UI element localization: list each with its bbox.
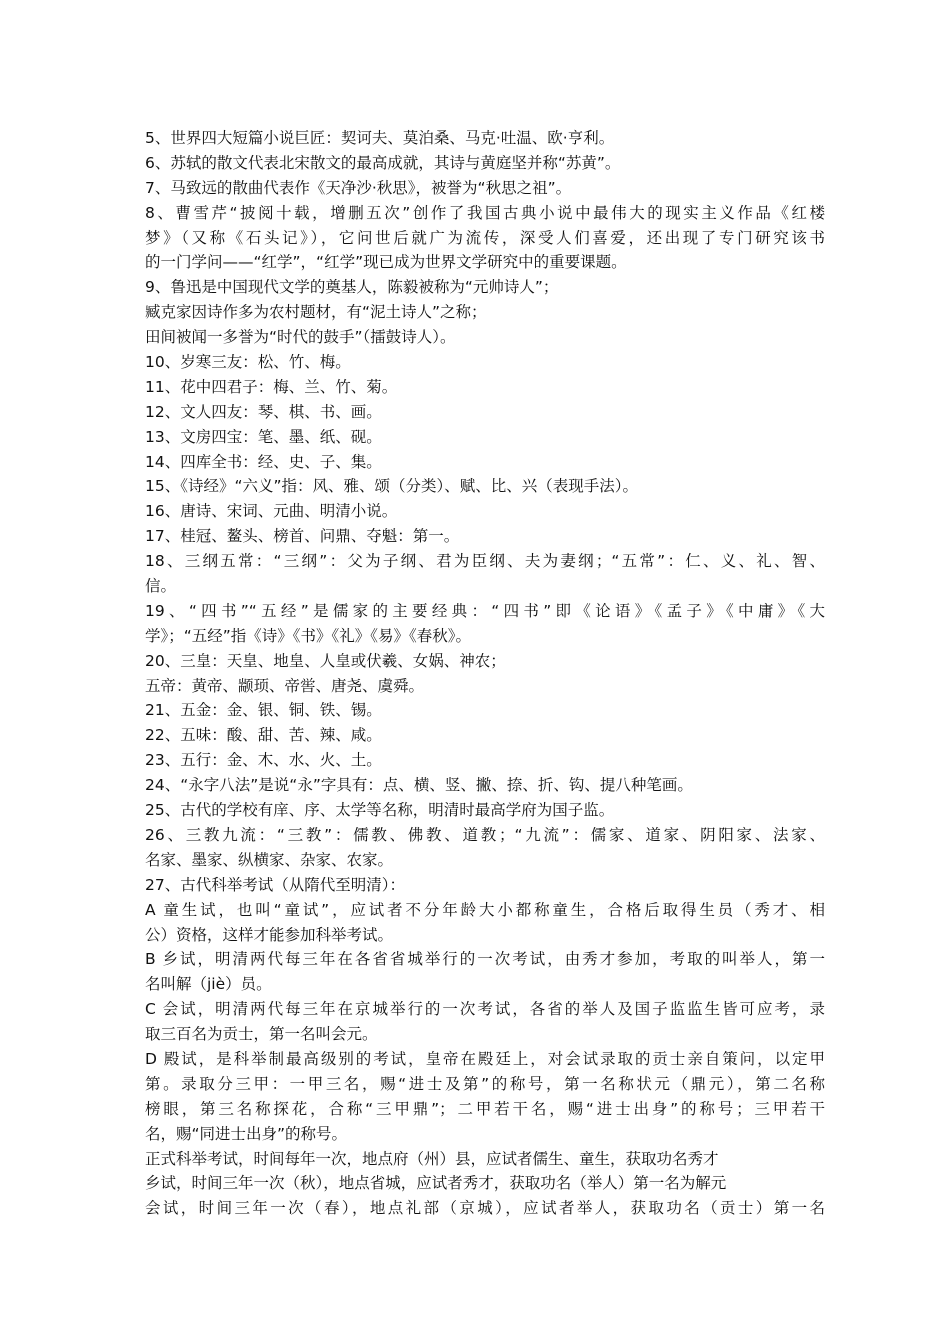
text-line: 乡试，时间三年一次（秋），地点省城，应试者秀才，获取功名（举人）第一名为解元 (145, 1174, 727, 1193)
text-line: 16、唐诗、宋词、元曲、明清小说。 (145, 502, 398, 521)
text-line: 名，赐“同进士出身”的称号。 (145, 1124, 348, 1143)
text-line: 26、三教九流：“三教”：儒教、佛教、道教；“九流”：儒家、道家、阴阳家、法家、 (145, 825, 825, 844)
text-line: D 殿试，是科举制最高级别的考试，皇帝在殿廷上，对会试录取的贡士亲自策问，以定甲 (145, 1049, 825, 1068)
text-line: 13、文房四宝：笔、墨、纸、砚。 (145, 427, 382, 446)
text-line: 信。 (145, 577, 177, 596)
text-line: 名家、墨家、纵横家、杂家、农家。 (145, 850, 394, 869)
text-line: 19、“四书”“五经”是儒家的主要经典：“四书”即《论语》《孟子》《中庸》《大 (145, 601, 825, 620)
text-line: 梦》（又称《石头记》），它问世后就广为流传，深受人们喜爱，还出现了专门研究该书 (145, 228, 825, 247)
text-line: 14、四库全书：经、史、子、集。 (145, 452, 382, 471)
text-line: 11、花中四君子：梅、兰、竹、菊。 (145, 377, 398, 396)
document-page (145, 126, 825, 1221)
text-line: 15、《诗经》“六义”指：风、雅、颂（分类）、赋、比、兴（表现手法）。 (145, 477, 639, 496)
text-line: 12、文人四友：琴、棋、书、画。 (145, 402, 382, 421)
text-line: 23、五行：金、木、水、火、土。 (145, 751, 382, 770)
text-line: 8、曹雪芹“披阅十载，增删五次”创作了我国古典小说中最伟大的现实主义作品《红楼 (145, 203, 825, 222)
text-line: 名叫解（jiè）员。 (145, 975, 272, 994)
text-line: 五帝：黄帝、颛顼、帝喾、唐尧、虞舜。 (145, 676, 425, 695)
text-line: B 乡试，明清两代每三年在各省省城举行的一次考试，由秀才参加，考取的叫举人，第一 (145, 950, 825, 969)
text-line: 学》；“五经”指《诗》《书》《礼》《易》《春秋》。 (145, 626, 472, 645)
text-line: 会试，时间三年一次（春），地点礼部（京城），应试者举人，获取功名（贡士）第一名 (145, 1199, 825, 1218)
text-line: 10、岁寒三友：松、竹、梅。 (145, 353, 351, 372)
text-line: C 会试，明清两代每三年在京城举行的一次考试，各省的举人及国子监监生皆可应考，录 (145, 1000, 825, 1019)
text-line: 20、三皇：天皇、地皇、人皇或伏羲、女娲、神农； (145, 651, 506, 670)
text-line: 臧克家因诗作多为农村题材，有“泥土诗人”之称； (145, 303, 487, 322)
text-line: 取三百名为贡士，第一名叫会元。 (145, 1025, 378, 1044)
text-line: 的一门学问——“红学”，“红学”现已成为世界文学研究中的重要课题。 (145, 253, 627, 272)
text-line: 田间被闻一多誉为“时代的鼓手”（擂鼓诗人）。 (145, 328, 456, 347)
text-line: 22、五味：酸、甜、苦、辣、咸。 (145, 726, 382, 745)
text-line: 5、世界四大短篇小说巨匠：契诃夫、莫泊桑、马克·吐温、欧·亨利。 (145, 129, 615, 147)
text-line: 27、古代科举考试（从隋代至明清）： (145, 875, 405, 894)
text-line: 24、“永字八法”是说“永”字具有：点、横、竖、撇、捺、折、钩、提八种笔画。 (145, 776, 693, 795)
text-line: A 童生试，也叫“童试”，应试者不分年龄大小都称童生，合格后取得生员（秀才、相 (145, 900, 825, 919)
text-line: 公）资格，这样才能参加科举考试。 (145, 925, 394, 944)
text-line: 18、三纲五常：“三纲”：父为子纲、君为臣纲、夫为妻纲；“五常”：仁、义、礼、智、 (145, 552, 825, 571)
text-line: 9、鲁迅是中国现代文学的奠基人，陈毅被称为“元帅诗人”； (145, 278, 559, 297)
text-line: 第。录取分三甲：一甲三名，赐“进士及第”的称号，第一名称状元（鼎元），第二名称 (145, 1074, 825, 1093)
text-line: 25、古代的学校有庠、序、太学等名称，明清时最高学府为国子监。 (145, 801, 615, 820)
text-line: 21、五金：金、银、铜、铁、锡。 (145, 701, 382, 720)
text-line: 正式科举考试，时间每年一次，地点府（州）县，应试者儒生、童生，获取功名秀才 (145, 1149, 719, 1168)
text-line: 17、桂冠、鳌头、榜首、问鼎、夺魁：第一。 (145, 527, 460, 546)
text-line: 榜眼，第三名称探花，合称“三甲鼎”；二甲若干名，赐“进士出身”的称号；三甲若干 (145, 1099, 825, 1118)
text-line: 6、苏轼的散文代表北宋散文的最高成就，其诗与黄庭坚并称“苏黄”。 (145, 153, 621, 172)
text-line: 7、马致远的散曲代表作《天净沙·秋思》，被誉为“秋思之祖”。 (145, 178, 572, 197)
